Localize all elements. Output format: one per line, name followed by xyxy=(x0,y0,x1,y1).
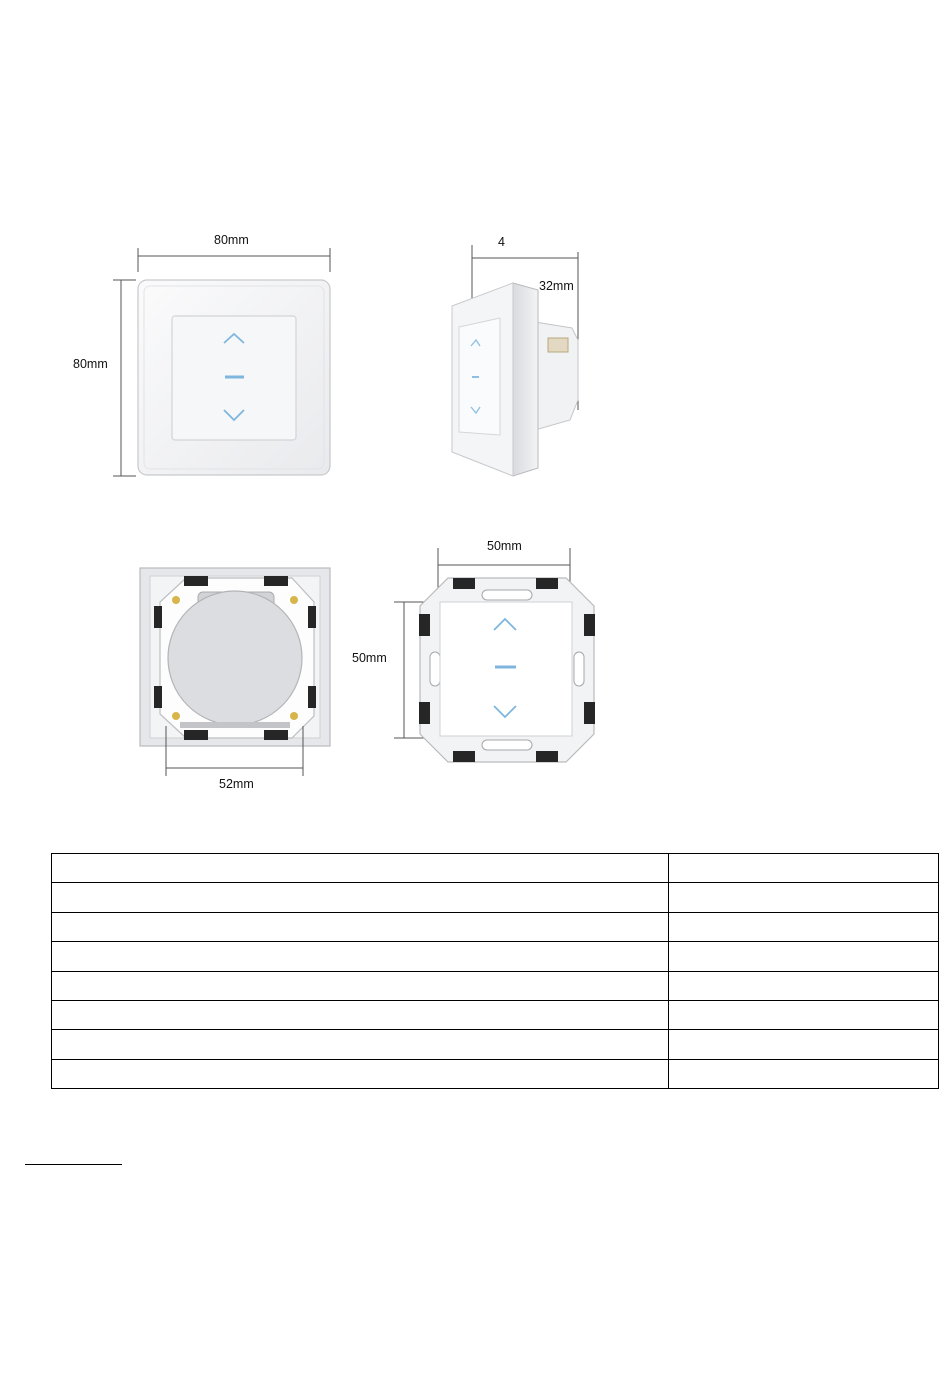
spec-value-cell xyxy=(669,1059,939,1088)
section-heading-underline xyxy=(25,1164,122,1165)
spec-table xyxy=(51,853,939,1089)
front-view xyxy=(113,248,330,476)
dim-module-height: 50mm xyxy=(352,651,387,665)
table-row xyxy=(52,1030,939,1059)
dim-side-depth: 32mm xyxy=(539,279,574,293)
spec-label-cell xyxy=(52,1059,669,1088)
table-row xyxy=(52,912,939,941)
table-row xyxy=(52,1059,939,1088)
spec-label-cell xyxy=(52,942,669,971)
dim-back-width: 52mm xyxy=(219,777,254,791)
spec-label-cell xyxy=(52,912,669,941)
spec-value-cell xyxy=(669,1000,939,1029)
dim-side-plate: 4 xyxy=(498,235,505,249)
spec-value-cell xyxy=(669,883,939,912)
table-row xyxy=(52,971,939,1000)
spec-value-cell xyxy=(669,1030,939,1059)
module-view xyxy=(394,548,595,762)
spec-value-cell xyxy=(669,854,939,883)
spec-label-cell xyxy=(52,883,669,912)
spec-label-cell xyxy=(52,854,669,883)
table-row xyxy=(52,942,939,971)
spec-label-cell xyxy=(52,1000,669,1029)
table-row xyxy=(52,1000,939,1029)
back-view xyxy=(140,568,330,746)
spec-value-cell xyxy=(669,912,939,941)
dim-module-width: 50mm xyxy=(487,539,522,553)
table-row xyxy=(52,883,939,912)
spec-value-cell xyxy=(669,971,939,1000)
spec-label-cell xyxy=(52,971,669,1000)
dim-front-height: 80mm xyxy=(73,357,108,371)
spec-value-cell xyxy=(669,942,939,971)
spec-label-cell xyxy=(52,1030,669,1059)
table-row xyxy=(52,854,939,883)
dim-front-width: 80mm xyxy=(214,233,249,247)
